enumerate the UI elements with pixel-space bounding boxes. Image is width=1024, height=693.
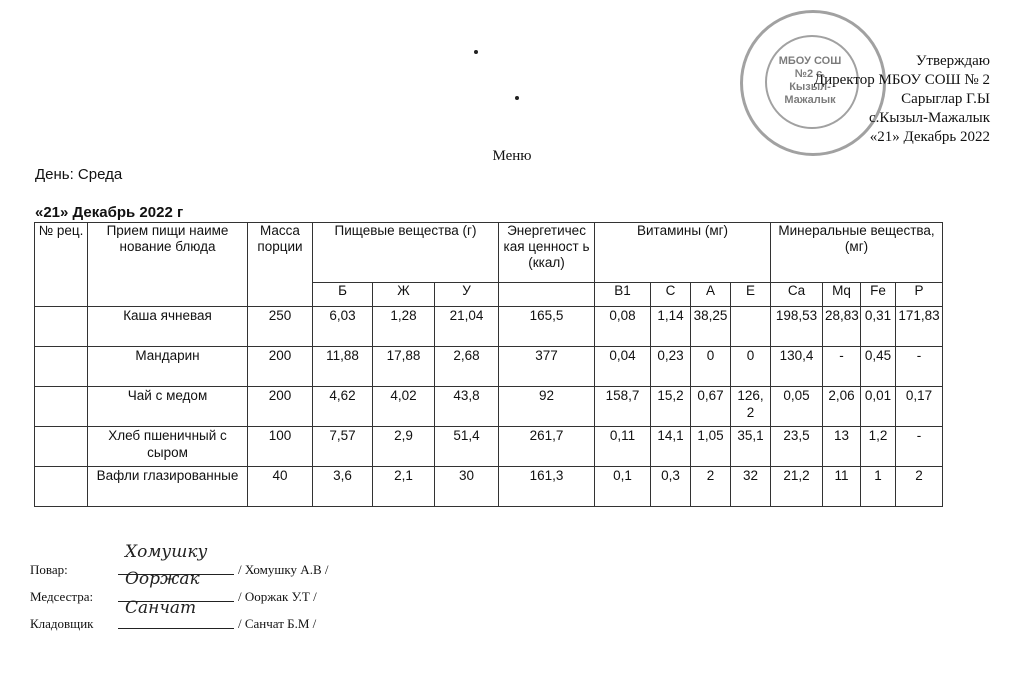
- cell-dish: Вафли глазированные: [88, 467, 248, 507]
- cell-fe: 0,01: [861, 387, 896, 427]
- cell-num: [35, 427, 88, 467]
- stamp-text: МБОУ СОШ №2 с. Кызыл-Мажалык: [778, 55, 842, 106]
- cell-b1: 0,08: [595, 307, 651, 347]
- header-minerals: Минеральные вещества, (мг): [771, 223, 943, 283]
- speck-dot: [515, 96, 519, 100]
- cell-b: 11,88: [313, 347, 373, 387]
- cell-mass: 200: [248, 347, 313, 387]
- approval-block: [814, 52, 990, 147]
- subheader-cell: У: [435, 283, 499, 307]
- cell-fe: 0,31: [861, 307, 896, 347]
- signature-name-nurse: / Ооржак У.Т /: [238, 589, 317, 604]
- cell-ca: 130,4: [771, 347, 823, 387]
- cell-fe: 1: [861, 467, 896, 507]
- header-mass: Масса порции: [248, 223, 313, 307]
- cell-ca: 23,5: [771, 427, 823, 467]
- menu-table: [34, 222, 943, 507]
- cell-c: 15,2: [651, 387, 691, 427]
- speck-dot: [474, 50, 478, 54]
- cell-mq: 28,83: [823, 307, 861, 347]
- cell-p: 2: [896, 467, 943, 507]
- handwritten-signature: Санчат: [125, 598, 197, 618]
- cell-ca: 198,53: [771, 307, 823, 347]
- cell-zh: 2,9: [373, 427, 435, 467]
- cell-u: 51,4: [435, 427, 499, 467]
- subheader-cell: В1: [595, 283, 651, 307]
- cell-u: 30: [435, 467, 499, 507]
- cell-b: 3,6: [313, 467, 373, 507]
- cell-mass: 40: [248, 467, 313, 507]
- cell-dish: Хлеб пшеничный с сыром: [88, 427, 248, 467]
- approval-line: с.Кызыл-Мажалык: [869, 110, 990, 126]
- cell-energy: 377: [499, 347, 595, 387]
- cell-mq: -: [823, 347, 861, 387]
- cell-p: -: [896, 427, 943, 467]
- cell-b: 7,57: [313, 427, 373, 467]
- cell-b: 4,62: [313, 387, 373, 427]
- table-row: [35, 347, 943, 387]
- cell-u: 21,04: [435, 307, 499, 347]
- handwritten-signature: Хомушку: [125, 542, 208, 562]
- cell-dish: Каша ячневая: [88, 307, 248, 347]
- cell-p: 0,17: [896, 387, 943, 427]
- cell-mq: 13: [823, 427, 861, 467]
- signature-label-nurse: Медсестра:: [30, 589, 94, 604]
- table-header-row: [35, 223, 943, 283]
- approval-line: Утверждаю: [915, 53, 990, 69]
- subheader-cell: Е: [731, 283, 771, 307]
- cell-ca: 0,05: [771, 387, 823, 427]
- cell-b1: 158,7: [595, 387, 651, 427]
- cell-mass: 200: [248, 387, 313, 427]
- approval-line: Сарыглар Г.Ы: [901, 91, 990, 107]
- approval-line: «21» Декабрь 2022: [869, 129, 990, 145]
- cell-b1: 0,04: [595, 347, 651, 387]
- cell-num: [35, 387, 88, 427]
- cell-energy: 165,5: [499, 307, 595, 347]
- cell-mq: 11: [823, 467, 861, 507]
- cell-num: [35, 467, 88, 507]
- cell-e: 35,1: [731, 427, 771, 467]
- subheader-cell: Fe: [861, 283, 896, 307]
- signature-label-storekeeper: Кладовщик: [30, 616, 94, 631]
- subheader-cell: Ж: [373, 283, 435, 307]
- cell-e: 126, 2: [731, 387, 771, 427]
- cell-p: -: [896, 347, 943, 387]
- cell-c: 0,3: [651, 467, 691, 507]
- cell-a: 38,25: [691, 307, 731, 347]
- subheader-cell: А: [691, 283, 731, 307]
- cell-zh: 17,88: [373, 347, 435, 387]
- cell-fe: 0,45: [861, 347, 896, 387]
- table-row: [35, 307, 943, 347]
- cell-zh: 4,02: [373, 387, 435, 427]
- cell-c: 0,23: [651, 347, 691, 387]
- header-vitamins: Витамины (мг): [595, 223, 771, 283]
- cell-dish: Чай с медом: [88, 387, 248, 427]
- header-energy: Энергетичес кая ценност ь (ккал): [499, 223, 595, 283]
- cell-e: [731, 307, 771, 347]
- cell-energy: 261,7: [499, 427, 595, 467]
- cell-mq: 2,06: [823, 387, 861, 427]
- cell-b: 6,03: [313, 307, 373, 347]
- cell-e: 0: [731, 347, 771, 387]
- signature-name-storekeeper: / Санчат Б.М /: [238, 616, 317, 631]
- subheader-cell: С: [651, 283, 691, 307]
- signature-name-cook: / Хомушку А.В /: [238, 562, 329, 577]
- cell-mass: 250: [248, 307, 313, 347]
- header-nutrients: Пищевые вещества (г): [313, 223, 499, 283]
- cell-num: [35, 307, 88, 347]
- handwritten-signature: Ооржак: [125, 569, 200, 589]
- date-label: «21» Декабрь 2022 г: [35, 204, 184, 221]
- header-meal: Прием пищи наиме нование блюда: [88, 223, 248, 307]
- subheader-cell: Ca: [771, 283, 823, 307]
- cell-b1: 0,1: [595, 467, 651, 507]
- cell-zh: 1,28: [373, 307, 435, 347]
- cell-a: 2: [691, 467, 731, 507]
- cell-zh: 2,1: [373, 467, 435, 507]
- cell-fe: 1,2: [861, 427, 896, 467]
- cell-energy: 161,3: [499, 467, 595, 507]
- cell-ca: 21,2: [771, 467, 823, 507]
- header-num: № рец.: [35, 223, 88, 307]
- cell-energy: 92: [499, 387, 595, 427]
- signature-label-cook: Повар:: [30, 562, 68, 577]
- cell-dish: Мандарин: [88, 347, 248, 387]
- subheader-cell: Mq: [823, 283, 861, 307]
- subheader-cell: Б: [313, 283, 373, 307]
- cell-p: 171,83: [896, 307, 943, 347]
- cell-c: 1,14: [651, 307, 691, 347]
- table-row: [35, 387, 943, 427]
- cell-a: 0,67: [691, 387, 731, 427]
- cell-e: 32: [731, 467, 771, 507]
- cell-mass: 100: [248, 427, 313, 467]
- page-title: Меню: [492, 148, 532, 164]
- day-label: День: Среда: [35, 166, 123, 183]
- cell-num: [35, 347, 88, 387]
- cell-a: 0: [691, 347, 731, 387]
- cell-a: 1,05: [691, 427, 731, 467]
- subheader-cell: P: [896, 283, 943, 307]
- subheader-cell: [499, 283, 595, 307]
- table-row: [35, 467, 943, 507]
- approval-line: Директор МБОУ СОШ № 2: [813, 72, 990, 88]
- cell-u: 43,8: [435, 387, 499, 427]
- cell-b1: 0,11: [595, 427, 651, 467]
- cell-u: 2,68: [435, 347, 499, 387]
- cell-c: 14,1: [651, 427, 691, 467]
- table-row: [35, 427, 943, 467]
